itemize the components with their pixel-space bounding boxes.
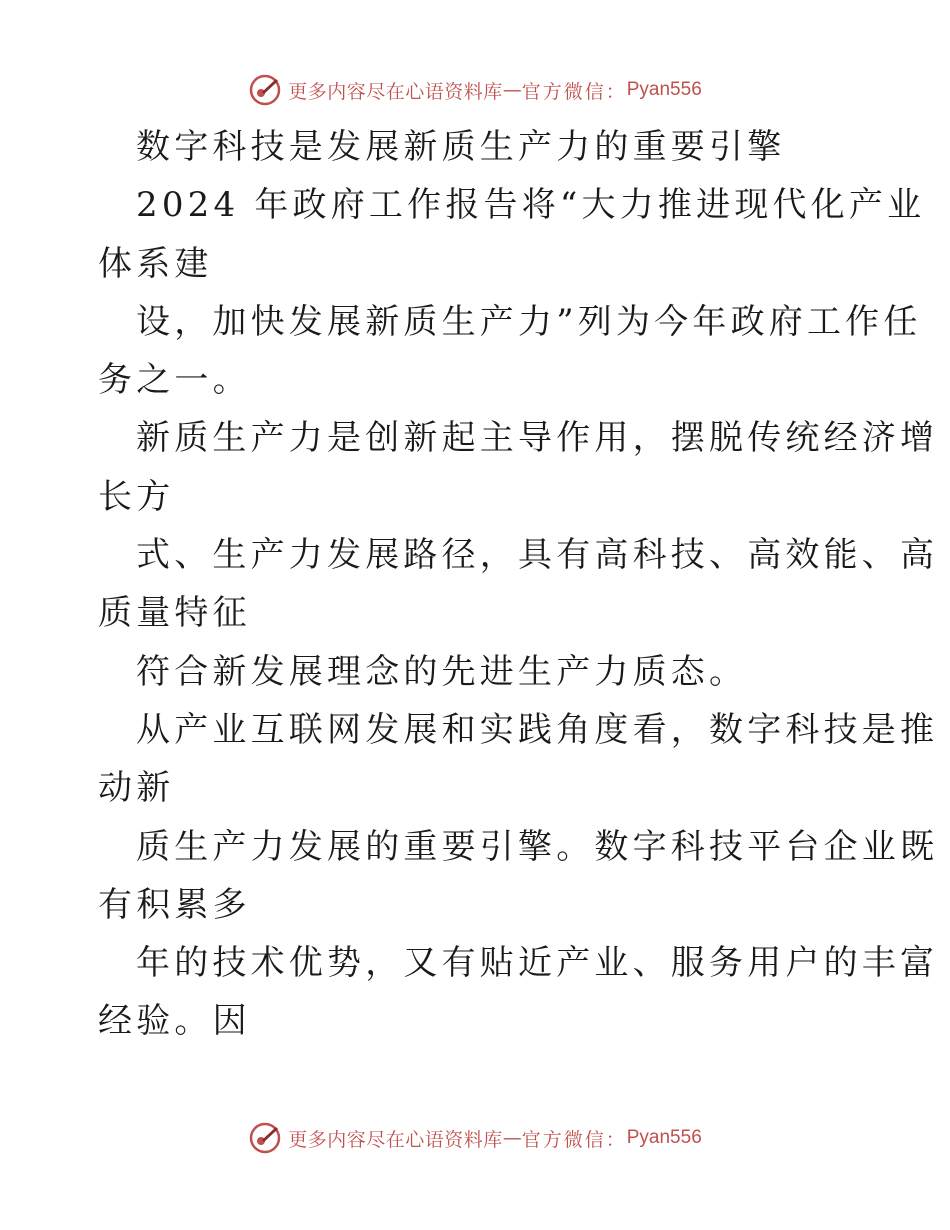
text-line: 符合新发展理念的先进生产力质态。 <box>136 651 748 692</box>
banner-wechat-id: Pyan556 <box>626 79 702 100</box>
banner-separator: — <box>502 79 522 101</box>
text-line: 长方 <box>98 476 175 517</box>
text-line: 2024 年政府工作报告将“大力推进现代化产业 <box>136 185 926 226</box>
pen-logo-icon <box>248 1121 282 1155</box>
document-body <box>98 118 939 1051</box>
banner-separator: — <box>502 1127 522 1149</box>
header-banner <box>0 70 950 110</box>
text-line: 经验。因 <box>98 1001 251 1042</box>
text-line: 设，加快发展新质生产力”列为今年政府工作任 <box>136 301 922 342</box>
banner-main-text: 更多内容尽在心语资料库 <box>288 1128 503 1151</box>
text-line: 数字科技是发展新质生产力的重要引擎 <box>136 127 786 167</box>
footer-banner <box>0 1118 950 1158</box>
banner-wechat-label: 官方微信： <box>521 80 627 103</box>
text-line: 体系建 <box>98 243 213 284</box>
banner-wechat-id: Pyan556 <box>626 1127 702 1148</box>
text-line: 质生产力发展的重要引擎。数字科技平台企业既 <box>136 826 939 867</box>
text-line: 动新 <box>98 768 175 809</box>
pen-logo-icon <box>248 73 282 107</box>
text-line: 质量特征 <box>98 593 251 634</box>
banner-wechat-label: 官方微信： <box>521 1128 627 1151</box>
text-line: 从产业互联网发展和实践角度看，数字科技是推 <box>136 709 939 750</box>
banner-main-text: 更多内容尽在心语资料库 <box>288 80 503 103</box>
text-line: 新质生产力是创新起主导作用，摆脱传统经济增 <box>136 418 939 459</box>
text-line: 有积累多 <box>98 884 251 925</box>
text-line: 务之一。 <box>98 360 251 401</box>
text-line: 年的技术优势，又有贴近产业、服务用户的丰富 <box>136 943 939 984</box>
text-line: 式、生产力发展路径，具有高科技、高效能、高 <box>136 535 939 576</box>
